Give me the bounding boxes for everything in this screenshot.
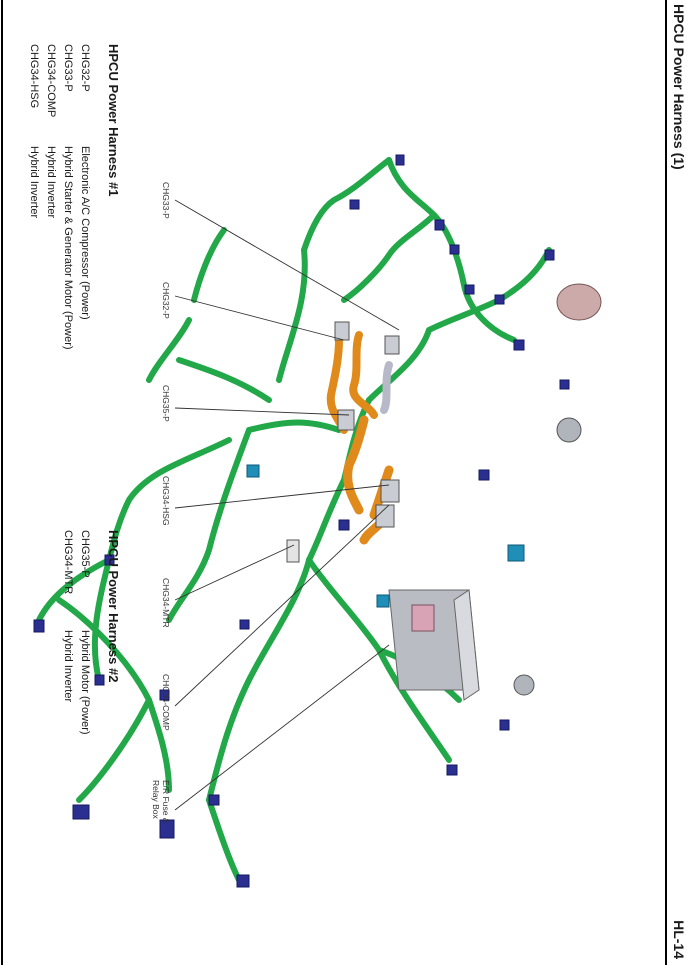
harness1-title: HPCU Power Harness #1 bbox=[106, 44, 121, 197]
connector-icon bbox=[396, 155, 404, 165]
connector-icon bbox=[435, 220, 444, 230]
connector-icon bbox=[500, 720, 509, 730]
callout-chg34comp: CHG34-COMP bbox=[161, 674, 171, 731]
harness1-row-code: CHG32-P bbox=[79, 44, 91, 92]
connector-icon bbox=[508, 545, 524, 561]
chg32-connector bbox=[385, 336, 399, 354]
connector-icon bbox=[447, 765, 457, 775]
callout-chg32: CHG32-P bbox=[161, 282, 171, 319]
chg35-connector bbox=[338, 410, 354, 430]
green-harness bbox=[39, 160, 549, 880]
leader-er-fuse bbox=[175, 645, 389, 810]
connector-icon bbox=[95, 675, 104, 685]
callout-er-fuse-line2: Relay Box bbox=[151, 780, 161, 819]
connector-icon bbox=[495, 295, 504, 304]
connector-icon bbox=[209, 795, 219, 805]
callout-chg33: CHG33-P bbox=[161, 182, 171, 219]
connector-icon bbox=[465, 285, 474, 294]
leader-chg34mtr bbox=[175, 545, 294, 600]
chg33-connector bbox=[335, 322, 349, 340]
harness2-row-code: CHG34-MTR bbox=[62, 530, 74, 595]
chg34-mtr-connector bbox=[287, 540, 299, 562]
connector-icon bbox=[560, 380, 569, 389]
connector-icon bbox=[450, 245, 459, 254]
harness1-row-code: CHG34-COMP bbox=[45, 44, 57, 118]
callout-chg35: CHG35-P bbox=[161, 385, 171, 422]
harness2-row-desc: Hybrid Motor (Power) bbox=[79, 630, 91, 735]
bottom-rule bbox=[1, 0, 3, 965]
connector-icon bbox=[339, 520, 349, 530]
connector-icon bbox=[514, 340, 524, 350]
callout-chg34mtr: CHG34-MTR bbox=[161, 578, 171, 628]
harness1-row-code: CHG33-P bbox=[62, 44, 74, 92]
harness1-row-desc: Hybrid Inverter bbox=[28, 146, 40, 219]
hybrid-inverter-box bbox=[389, 590, 479, 700]
connector-icon bbox=[350, 200, 359, 209]
page-title: HPCU Power Harness (1) bbox=[671, 4, 687, 170]
connector-icon bbox=[377, 595, 389, 607]
chg34-hsg-connector bbox=[381, 480, 399, 502]
leader-chg34comp bbox=[175, 505, 389, 706]
harness1-row-desc: Hybrid Starter & Generator Motor (Power) bbox=[62, 146, 74, 350]
connector-icon bbox=[240, 620, 249, 629]
page-number: HL-14 bbox=[671, 920, 687, 959]
leader-chg33 bbox=[175, 200, 399, 330]
fuse-relay-part bbox=[514, 284, 601, 695]
harness2-title: HPCU Power Harness #2 bbox=[106, 530, 121, 683]
harness1-row-desc: Electronic A/C Compressor (Power) bbox=[79, 146, 91, 320]
connector-icon bbox=[545, 250, 554, 260]
connector-icon bbox=[247, 465, 259, 477]
connector-icon bbox=[237, 875, 249, 887]
leader-lines bbox=[175, 200, 399, 810]
blue-connectors bbox=[34, 155, 569, 887]
leader-chg32 bbox=[175, 296, 344, 340]
connector-icon bbox=[73, 805, 89, 819]
harness2-row-desc: Hybrid Inverter bbox=[62, 630, 74, 703]
leader-chg35 bbox=[175, 408, 349, 415]
connector-icon bbox=[479, 470, 489, 480]
harness2-row-code: CHG35-P bbox=[79, 530, 91, 578]
callout-chg34hsg: CHG34-HSG bbox=[161, 476, 171, 526]
callout-er-fuse-line1: E/R Fuse & bbox=[161, 780, 171, 824]
harness1-row-code: CHG34-HSG bbox=[28, 44, 40, 109]
harness1-row-desc: Hybrid Inverter bbox=[45, 146, 57, 219]
connector-icon bbox=[34, 620, 44, 632]
